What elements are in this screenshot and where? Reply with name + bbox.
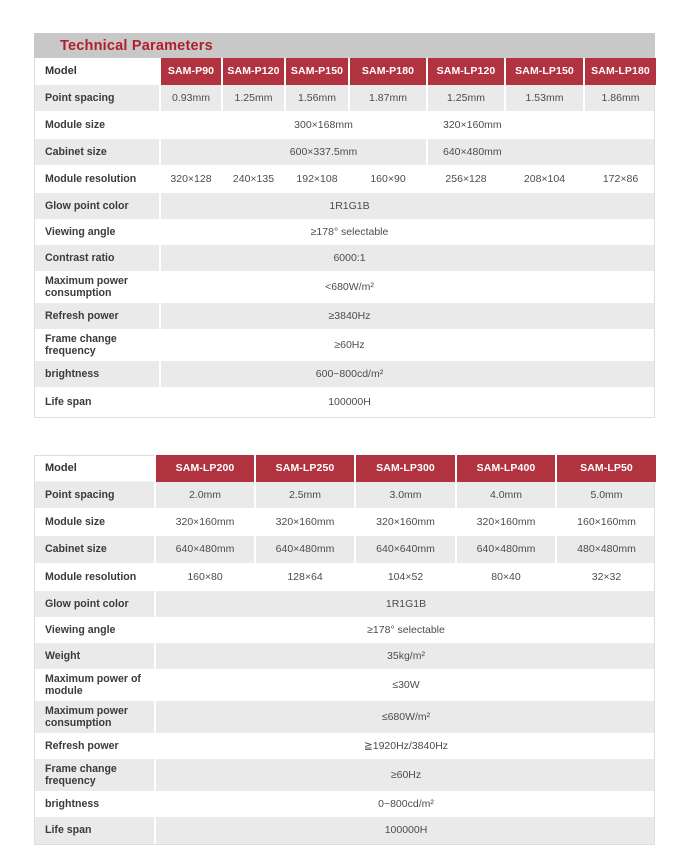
spec-value: 4.0mm <box>455 482 555 508</box>
row-label: Life span <box>45 824 92 837</box>
table-row <box>34 245 655 271</box>
spec-value: 32×32 <box>555 563 656 591</box>
spec-value: 240×135 <box>221 165 284 193</box>
spec-value: ≥60Hz <box>159 329 656 361</box>
spec-value: 640×480mm <box>455 536 555 563</box>
model-column-header: SAM-LP200 <box>154 455 254 482</box>
spec-value: 320×128 <box>159 165 221 193</box>
spec-value: 104×52 <box>354 563 455 591</box>
spec-value: 600×337.5mm <box>159 139 426 165</box>
model-column-header: SAM-LP150 <box>504 58 583 85</box>
row-label: Refresh power <box>45 309 119 322</box>
table-row <box>34 563 655 591</box>
spec-table-2 <box>34 455 655 845</box>
spec-value: 128×64 <box>254 563 354 591</box>
spec-value: 80×40 <box>455 563 555 591</box>
spec-value: 100000H <box>159 387 656 417</box>
spec-value: 208×104 <box>504 165 583 193</box>
row-label: Glow point color <box>45 597 129 610</box>
row-label: brightness <box>45 367 100 380</box>
table-row <box>34 329 655 361</box>
spec-value: ≧1920Hz/3840Hz <box>154 733 656 759</box>
spec-value: 1.25mm <box>426 85 504 111</box>
spec-table-1 <box>34 33 655 418</box>
spec-value: 1R1G1B <box>159 193 656 219</box>
spec-value: 0~800cd/m² <box>154 791 656 817</box>
table-row <box>34 193 655 219</box>
spec-value: ≥178° selectable <box>159 219 656 245</box>
row-label: Cabinet size <box>45 543 107 556</box>
spec-value: ≥60Hz <box>154 759 656 791</box>
spec-value: 160×90 <box>348 165 426 193</box>
row-label: brightness <box>45 797 100 810</box>
spec-value: 320×160mm <box>455 508 555 536</box>
table-row <box>34 303 655 329</box>
table-row <box>34 271 655 303</box>
title-bar <box>34 33 655 58</box>
spec-value: 6000:1 <box>159 245 656 271</box>
table-row <box>34 361 655 387</box>
spec-value: 1.86mm <box>583 85 656 111</box>
table-row <box>34 219 655 245</box>
row-label: Module resolution <box>45 172 137 185</box>
row-label: Weight <box>45 649 81 662</box>
spec-value: 160×160mm <box>555 508 656 536</box>
table-row <box>34 111 655 139</box>
model-column-header: SAM-LP250 <box>254 455 354 482</box>
model-column-header: SAM-P180 <box>348 58 426 85</box>
row-label: Viewing angle <box>45 225 116 238</box>
table-row <box>34 165 655 193</box>
table-row <box>34 591 655 617</box>
spec-value: 0.93mm <box>159 85 221 111</box>
row-label: Cabinet size <box>45 145 107 158</box>
row-label: Glow point color <box>45 199 129 212</box>
spec-value: 2.0mm <box>154 482 254 508</box>
table-row <box>34 482 655 508</box>
spec-value: 100000H <box>154 817 656 844</box>
spec-value: 3.0mm <box>354 482 455 508</box>
spec-value: 256×128 <box>426 165 504 193</box>
spec-value: 1.56mm <box>284 85 348 111</box>
model-column-header: SAM-LP400 <box>455 455 555 482</box>
spec-value: 1R1G1B <box>154 591 656 617</box>
row-label: Module size <box>45 118 106 131</box>
spec-value: 320×160mm <box>354 508 455 536</box>
row-label: Maximum power consumption <box>45 274 129 299</box>
spec-value: 35kg/m² <box>154 643 656 669</box>
spec-value: 640×640mm <box>354 536 455 563</box>
model-column-header: SAM-LP120 <box>426 58 504 85</box>
spec-value: 320×160mm <box>154 508 254 536</box>
model-column-header: SAM-P90 <box>159 58 221 85</box>
model-column-header: SAM-LP50 <box>555 455 656 482</box>
table-row <box>34 85 655 111</box>
model-column-header: SAM-LP180 <box>583 58 656 85</box>
row-label: Point spacing <box>45 91 115 104</box>
table-row <box>34 669 655 701</box>
page-title: Technical Parameters <box>60 37 213 54</box>
table-header-row <box>34 58 655 85</box>
row-label: Refresh power <box>45 739 119 752</box>
spec-value: 320×160mm <box>426 111 656 139</box>
row-label: Module size <box>45 515 106 528</box>
table-row <box>34 817 655 845</box>
model-row-label: Model <box>35 58 159 85</box>
row-label: Maximum power of module <box>45 672 141 697</box>
model-column-header: SAM-LP300 <box>354 455 455 482</box>
spec-value: ≤30W <box>154 669 656 701</box>
table-row <box>34 701 655 733</box>
row-label: Viewing angle <box>45 623 116 636</box>
table-row <box>34 733 655 759</box>
table-row <box>34 536 655 563</box>
row-label: Module resolution <box>45 570 137 583</box>
spec-value: 160×80 <box>154 563 254 591</box>
row-label: Frame change frequency <box>45 332 117 357</box>
spec-value: 1.87mm <box>348 85 426 111</box>
row-label: Life span <box>45 395 92 408</box>
row-label: Maximum power consumption <box>45 704 129 729</box>
table-row <box>34 617 655 643</box>
spec-value: 2.5mm <box>254 482 354 508</box>
table-row <box>34 139 655 165</box>
spec-value: 640×480mm <box>154 536 254 563</box>
spec-value: ≥178° selectable <box>154 617 656 643</box>
spec-value: 480×480mm <box>555 536 656 563</box>
row-label: Point spacing <box>45 488 115 501</box>
spec-value: 600~800cd/m² <box>159 361 656 387</box>
table-row <box>34 387 655 418</box>
table-row <box>34 759 655 791</box>
spec-value: <680W/m² <box>159 271 656 303</box>
row-label: Contrast ratio <box>45 251 115 264</box>
table-row <box>34 791 655 817</box>
table-row <box>34 508 655 536</box>
spec-value: 1.53mm <box>504 85 583 111</box>
spec-value: 640×480mm <box>426 139 656 165</box>
spec-value: 172×86 <box>583 165 656 193</box>
table-header-row <box>34 455 655 482</box>
row-label: Frame change frequency <box>45 762 117 787</box>
model-row-label: Model <box>35 455 154 482</box>
model-column-header: SAM-P120 <box>221 58 284 85</box>
spec-value: 300×168mm <box>159 111 426 139</box>
spec-value: ≥3840Hz <box>159 303 656 329</box>
spec-value: 320×160mm <box>254 508 354 536</box>
table-row <box>34 643 655 669</box>
spec-value: 640×480mm <box>254 536 354 563</box>
spec-value: 5.0mm <box>555 482 656 508</box>
model-column-header: SAM-P150 <box>284 58 348 85</box>
spec-value: 1.25mm <box>221 85 284 111</box>
spec-value: ≤680W/m² <box>154 701 656 733</box>
spec-value: 192×108 <box>284 165 348 193</box>
